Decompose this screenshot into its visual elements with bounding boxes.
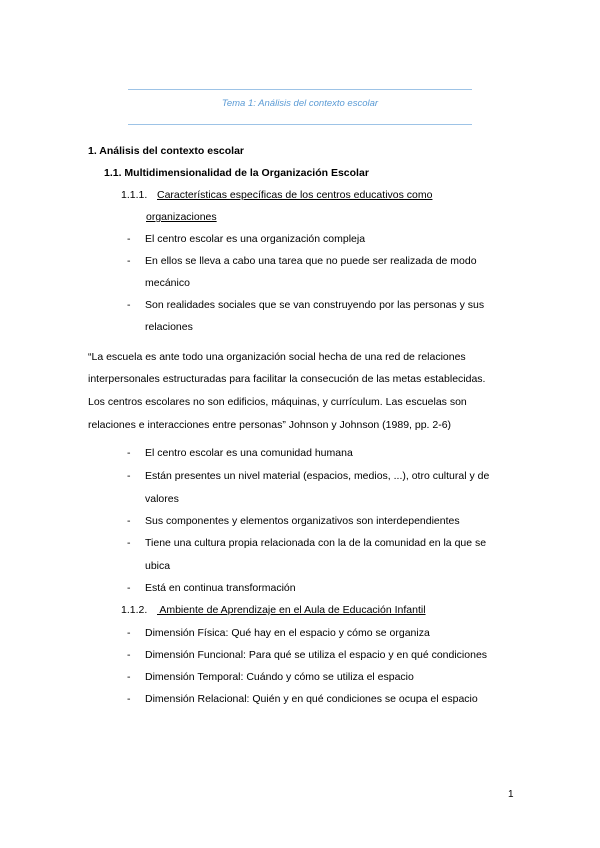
bullet-text-continuation: relaciones: [145, 321, 193, 333]
bullet-text: Están presentes un nivel material (espacios, medios, ...), otro cultural y de: [145, 470, 490, 482]
bullet-dash: -: [127, 627, 131, 639]
page-number: 1: [508, 789, 514, 800]
bullet-text-continuation: mecánico: [145, 277, 190, 289]
heading-1-1-1: [121, 189, 432, 201]
heading-1-1-1-continuation: organizaciones: [146, 211, 217, 223]
bullet-dash: -: [127, 671, 131, 683]
bullet-dash: -: [127, 447, 131, 459]
bullet-text: En ellos se lleva a cabo una tarea que no puede ser realizada de modo: [145, 255, 477, 267]
bullet-text: Dimensión Temporal: Cuándo y cómo se utiliza el espacio: [145, 671, 414, 683]
bullet-dash: -: [127, 582, 131, 594]
bullet-dash: -: [127, 299, 131, 311]
heading-title: Características específicas de los centros educativos como: [157, 189, 433, 201]
bullet-text: El centro escolar es una comunidad humana: [145, 447, 353, 459]
bullet-text: Dimensión Funcional: Para qué se utiliza el espacio y en qué condiciones: [145, 649, 488, 661]
header-rule-bottom: [128, 124, 472, 125]
quote-line: interpersonales estructuradas para facilitar la consecución de las metas establecidas.: [88, 373, 486, 385]
bullet-text-continuation: ubica: [145, 560, 171, 572]
heading-title: Ambiente de Aprendizaje en el Aula de Educación Infantil: [157, 604, 426, 616]
bullet-text: Está en continua transformación: [145, 582, 296, 594]
bullet-text: Tiene una cultura propia relacionada con la de la comunidad en la que se: [145, 537, 487, 549]
header-rule-top: [128, 89, 472, 90]
bullet-dash: -: [127, 693, 131, 705]
bullet-dash: -: [127, 233, 131, 245]
bullet-text: Dimensión Física: Qué hay en el espacio y cómo se organiza: [145, 627, 430, 639]
bullet-text: Son realidades sociales que se van construyendo por las personas y sus: [145, 299, 485, 311]
heading-1: 1. Análisis del contexto escolar: [88, 145, 245, 157]
bullet-dash: -: [127, 255, 131, 267]
quote-line: relaciones e interacciones entre personas” Johnson y Johnson (1989, pp. 2-6): [88, 419, 452, 431]
bullet-dash: -: [127, 470, 131, 482]
heading-1-1-2: [121, 604, 426, 616]
quote-line: “La escuela es ante todo una organización social hecha de una red de relaciones: [88, 351, 466, 363]
header-title: Tema 1: Análisis del contexto escolar: [221, 98, 379, 109]
quote-line: Los centros escolares no son edificios, máquinas, y currículum. Las escuelas son: [88, 396, 467, 408]
bullet-text: El centro escolar es una organización compleja: [145, 233, 366, 245]
bullet-dash: -: [127, 537, 131, 549]
bullet-dash: -: [127, 649, 131, 661]
bullet-text: Sus componentes y elementos organizativos son interdependientes: [145, 515, 460, 527]
bullet-dash: -: [127, 515, 131, 527]
heading-number: 1.1.2.: [121, 604, 148, 616]
heading-1-1: 1.1. Multidimensionalidad de la Organización Escolar: [104, 167, 369, 179]
bullet-text: Dimensión Relacional: Quién y en qué condiciones se ocupa el espacio: [145, 693, 478, 705]
bullet-text-continuation: valores: [145, 493, 179, 505]
heading-number: 1.1.1.: [121, 189, 148, 201]
